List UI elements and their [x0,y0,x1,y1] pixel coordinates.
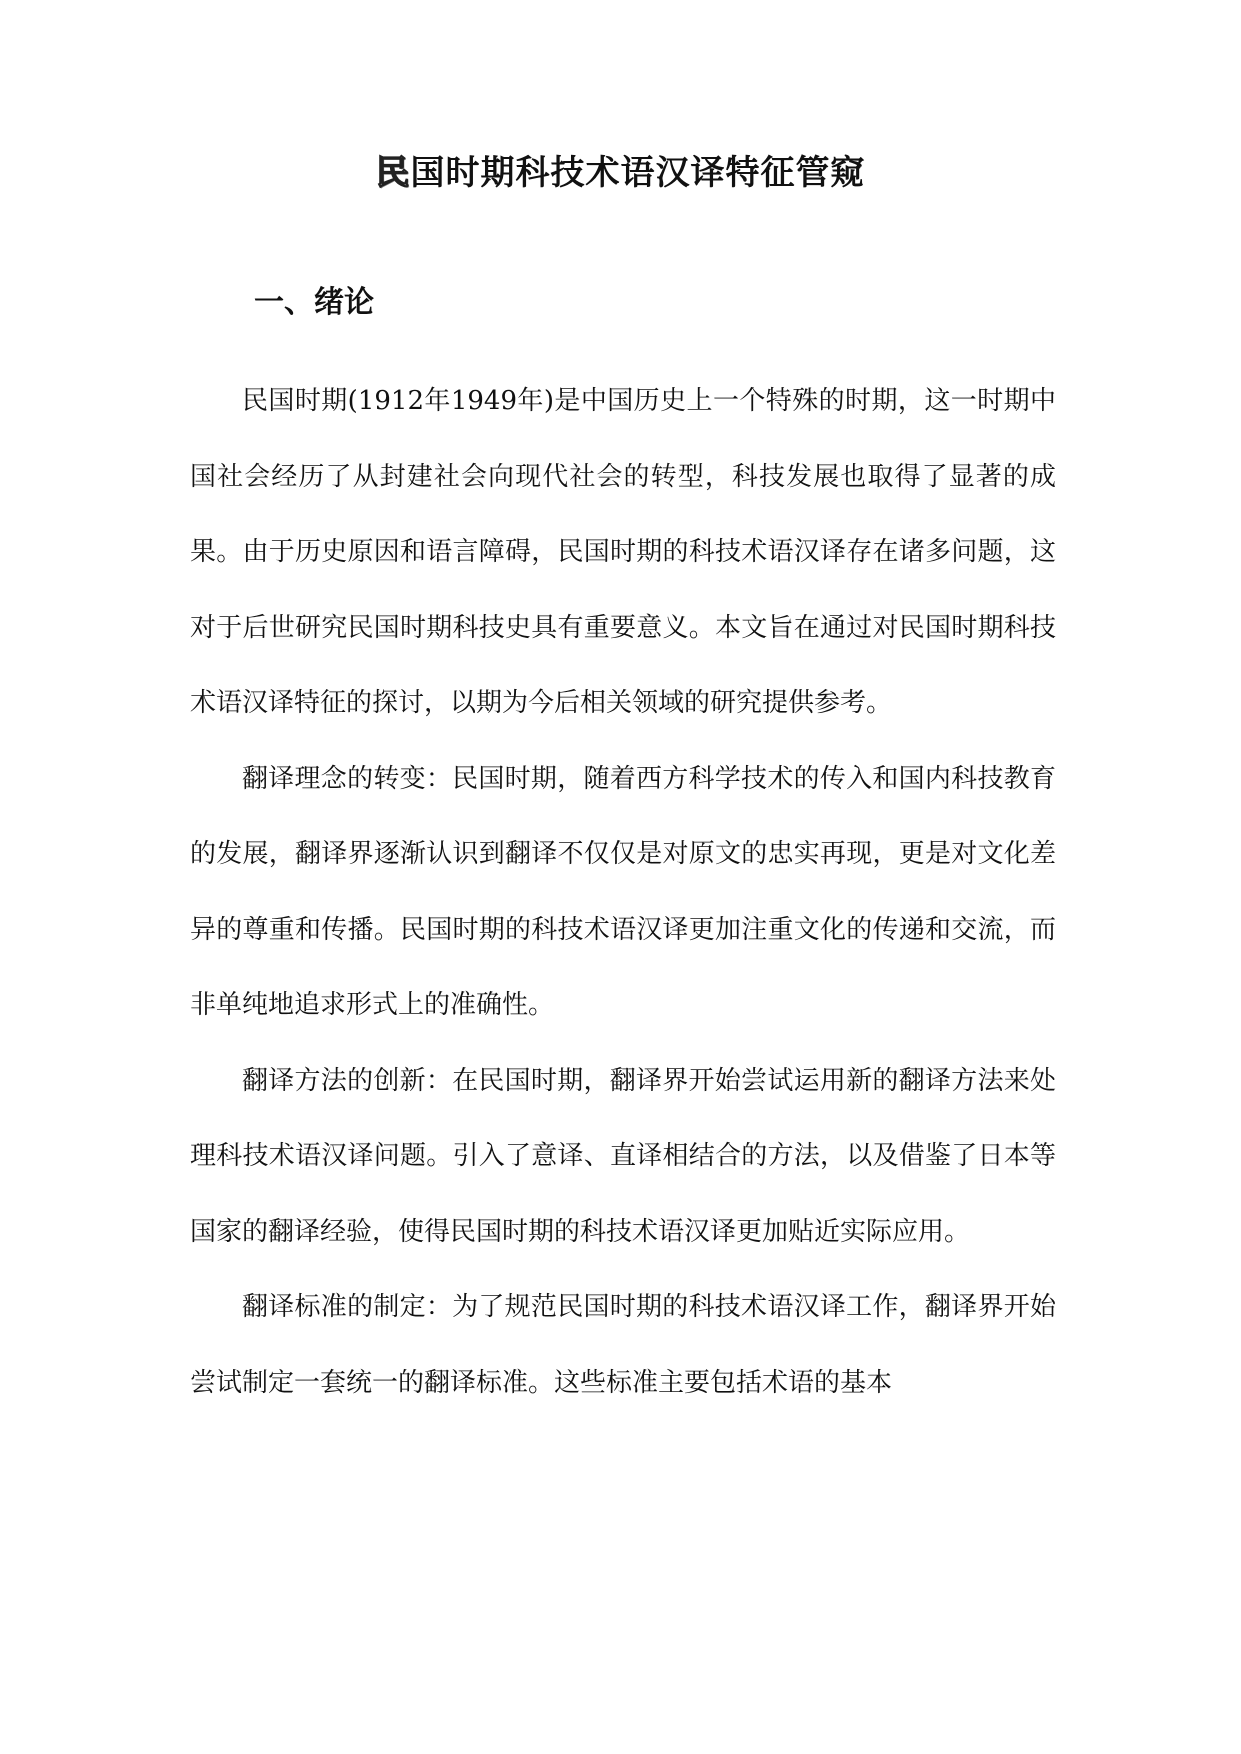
paragraph-translation-standard: 翻译标准的制定：为了规范民国时期的科技术语汉译工作，翻译界开始尝试制定一套统一的翻译标准。这些标准主要包括术语的基本 [190,1292,1056,1398]
paragraph-intro: 民国时期(1912年1949年)是中国历史上一个特殊的时期，这一时期中国社会经历了从封建社会向现代社会的转型，科技发展也取得了显著的成果。由于历史原因和语言障碍，民国时期的科技术语汉译存在诸多问题，这对于后世研究民国时期科技史具有重要意义。本文旨在通过对民国时期科技术语汉译特征的探讨，以期为今后相关领域的研究提供参考。 [190,386,1056,718]
paragraph-translation-method: 翻译方法的创新：在民国时期，翻译界开始尝试运用新的翻译方法来处理科技术语汉译问题。引入了意译、直译相结合的方法，以及借鉴了日本等国家的翻译经验，使得民国时期的科技术语汉译更加贴近实际应用。 [190,1065,1056,1247]
title-first-char: 民 [375,153,411,193]
title-text: 国时期科技术语汉译特征管窥 [410,153,866,193]
section-heading: 一、绪论 [254,285,374,320]
document-title [0,148,1241,198]
body-text [190,364,1056,1421]
paragraph-translation-concept: 翻译理念的转变：民国时期，随着西方科学技术的传入和国内科技教育的发展，翻译界逐渐认识到翻译不仅仅是对原文的忠实再现，更是对文化差异的尊重和传播。民国时期的科技术语汉译更加注重文化的传递和交流，而非单纯地追求形式上的准确性。 [190,763,1056,1020]
